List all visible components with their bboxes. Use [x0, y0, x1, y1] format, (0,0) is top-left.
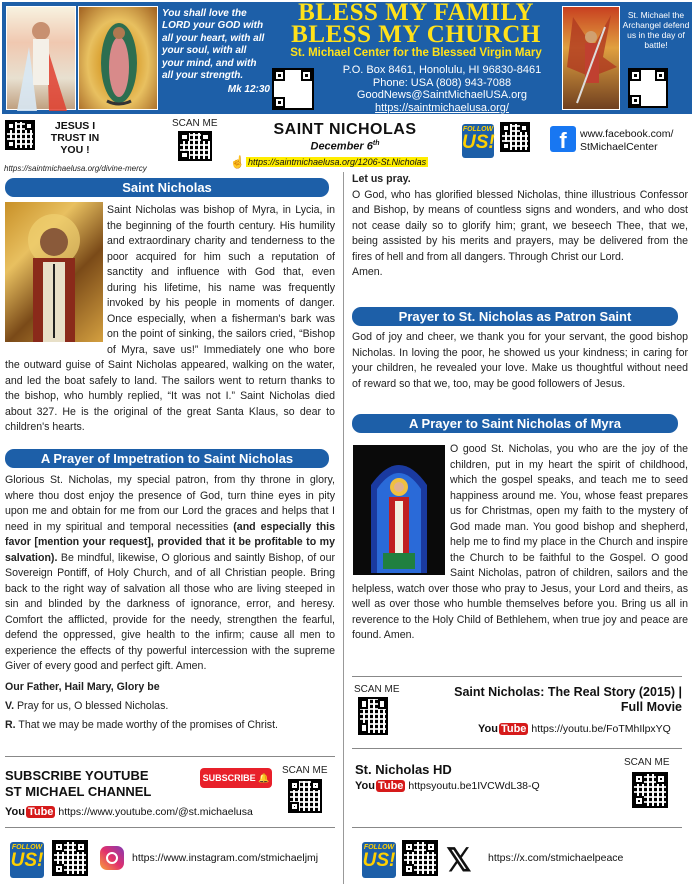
- subscribe-youtube-title: SUBSCRIBE YOUTUBE ST MICHAEL CHANNEL: [5, 768, 152, 799]
- michael-caption: St. Michael the Archangel defend us in the day of battle!: [622, 10, 690, 50]
- michael-qr-code[interactable]: [628, 68, 668, 108]
- divine-mercy-image: [6, 6, 76, 110]
- divider-line: [5, 756, 335, 757]
- facebook-qr-code[interactable]: [500, 122, 530, 152]
- impetration-prayer: Glorious St. Nicholas, my special patron, from thy throne in glory, where thou dost enjoy the presence of God, turn thine eyes in pity upon me and obtain for me from our Lord the graces and helps that I need in my spiritual and temporal necessities (and especially this favor [mention your request], provided that it be profitable to my salvation). Be mindful, likewise, O glorious and saintly Bishop, of our Sovereign Pontiff, of Holy Church, and of all Christian people. Bring back to the right way of salvation all those who are living steeped in sin and blinded by the darkness of ignorance, error, and heresy. Comfort the afflicted, provide for the needy, strengthen the fearful, defend the oppressed, give health to the infirm; cause all men to experience the effects of thy powerful intercession with the supreme Giver of every good and perfect gift. Amen. Our Father, Hail Mary, Glory be V. Pray for us, O blessed Nicholas. R. That we may be made worthy of the promises of Christ.: [5, 473, 335, 733]
- youtube-logo-icon: You Tube: [478, 723, 527, 736]
- scan-me-label: SCAN ME: [624, 757, 670, 768]
- movie-link[interactable]: You Tube https://youtu.be/FoTMhIlpxYQ: [478, 723, 671, 736]
- scan-me-label: SCAN ME: [354, 684, 400, 695]
- section-header-saint-nicholas: Saint Nicholas: [5, 178, 329, 197]
- x-logo-icon[interactable]: 𝕏: [446, 842, 472, 878]
- follow-us-badge: FOLLOW US!: [462, 124, 494, 158]
- patron-saint-prayer: God of joy and cheer, we thank you for your servant, the good bishop Nicholas. In loving the poor, he showed us your kindness; in caring for your children, he revealed your love. Make us thoughtful without need of reward so that we, too, may be good followers of Jesus.: [352, 331, 688, 390]
- section-header-patron-saint: Prayer to St. Nicholas as Patron Saint: [352, 307, 678, 326]
- divider-line: [352, 676, 682, 677]
- myra-prayer: O good St. Nicholas, you who are the joy of the children, put in my heart the spirit of childhood, which the gospel speaks, and teach me to seed happiness around me. You, whose feast prepares us for Christmas, open my faith to the mystery of God made man. You good bishop and shepherd, help me to find my place in the Church and inspire the Church to be faithful to the Gospel. O good Saint Nicholas, patron of children, sailors and the helpless, watch over those who pray to Jesus, your Lord and theirs, as well as over those who humble themselves before you. Bring us all in reverence to the Holy Child of Bethlehem, when true joy and peace are found. Amen.: [352, 443, 688, 641]
- scan-me-label: SCAN ME: [282, 765, 328, 776]
- pointer-hand-icon: ☝: [230, 155, 245, 169]
- facebook-icon[interactable]: f: [550, 126, 576, 152]
- hd-video-qr-code[interactable]: [632, 772, 668, 808]
- email-link[interactable]: GoodNews@SaintMichaelUSA.org: [356, 89, 528, 101]
- response: R. That we may be made worthy of the promises of Christ.: [5, 718, 278, 731]
- instagram-url[interactable]: https://www.instagram.com/stmichaeljmj: [132, 852, 319, 864]
- x-url[interactable]: https://x.com/stmichaelpeace: [488, 852, 624, 864]
- divine-mercy-qr-code[interactable]: [5, 120, 35, 150]
- page-url[interactable]: https://saintmichaelusa.org/1206-St.Nicholas: [248, 157, 427, 167]
- scan-me-label: SCAN ME: [172, 118, 218, 129]
- our-lady-guadalupe-image: [78, 6, 158, 110]
- let-us-pray-prayer: Let us pray. O God, who has glorified blessed Nicholas, thine illustrious Confessor and Bishop, by means of countless signs and wonders, and who dost not cease daily so to glorify him; grant, we beseech Thee, that we, being assisted by his merits and prayers, may be delivered from the fires of hell and from all dangers. Through Christ our Lord. Amen.: [352, 173, 688, 278]
- instagram-qr-code[interactable]: [52, 840, 88, 876]
- movie-title: Saint Nicholas: The Real Story (2015) | Full Movie: [454, 685, 682, 714]
- scripture-reference: Mk 12:30: [227, 84, 270, 96]
- divider-line: [5, 827, 335, 828]
- movie-qr-code[interactable]: [358, 697, 388, 735]
- youtube-logo-icon: You Tube: [355, 780, 404, 793]
- banner-title: BLESS MY FAMILY BLESS MY CHURCH: [291, 0, 541, 48]
- contact-qr-code[interactable]: [272, 68, 314, 110]
- our-father-line: Our Father, Hail Mary, Glory be: [5, 680, 160, 693]
- instagram-icon[interactable]: [100, 846, 124, 870]
- x-qr-code[interactable]: [402, 840, 438, 876]
- facebook-url[interactable]: www.facebook.com/ StMichaelCenter: [580, 128, 674, 153]
- hd-video-link[interactable]: You Tube httpsyoutu.be1IVCWdL38-Q: [355, 780, 540, 793]
- page-qr-code[interactable]: [178, 131, 212, 161]
- divider-line: [352, 827, 682, 828]
- header-banner: [2, 2, 692, 114]
- jesus-trust-text: JESUS I TRUST IN YOU !: [50, 120, 100, 156]
- divine-mercy-url[interactable]: https://saintmichaelusa.org/divine-mercy: [4, 164, 147, 173]
- website-link[interactable]: https://saintmichaelusa.org/: [375, 101, 509, 114]
- divider-line: [352, 748, 682, 749]
- subscribe-button[interactable]: SUBSCRIBE 🔔: [200, 768, 272, 788]
- contact-info: P.O. Box 8461, Honolulu, HI 96830-8461 Phone: USA (808) 943-7088 GoodNews@SaintMichaelUSA.org https://saintmichaelusa.org/: [322, 64, 562, 114]
- follow-us-badge: FOLLOW US!: [10, 842, 44, 878]
- section-header-impetration: A Prayer of Impetration to Saint Nicholas: [5, 449, 329, 468]
- column-divider: [343, 172, 344, 884]
- follow-us-badge: FOLLOW US!: [362, 842, 396, 878]
- section-header-myra: A Prayer to Saint Nicholas of Myra: [352, 414, 678, 433]
- saint-nicholas-biography: Saint Nicholas was bishop of Myra, in Lycia, in the beginning of the fourth century. His humility and extraordinary charity and tenderness to the poor acquired for him such a reputation of sanctity and influence with God that, even during his lifetime, his name was frequently invoked by his people in moments of danger. Once especially, when a fisherman's bark was on the point of sinking, the sailors cried, “Bishop of Myra, save us!” Immediately one who bore the outward guise of Saint Nicholas appeared, walking on the water, and led the boat safely to land. The sailors went to return thanks to the bishop, who humbly replied, “It was not I.” Saint Nicholas died about 327. He is the original of the great Santa Klaus, so dear to children's hearts.: [5, 204, 335, 433]
- banner-subtitle: St. Michael Center for the Blessed Virgin Mary: [290, 47, 542, 59]
- hd-video-title: St. Nicholas HD: [355, 762, 452, 777]
- page-title: SAINT NICHOLAS: [273, 121, 417, 138]
- youtube-channel-link[interactable]: You Tube https://www.youtube.com/@st.michaelusa: [5, 806, 253, 819]
- scripture-quote: You shall love the LORD your GOD with all your heart, with all your soul, with all your mind, and with all your strength. Mk 12:30: [162, 8, 270, 96]
- youtube-logo-icon: You Tube: [5, 806, 54, 819]
- st-michael-image: [562, 6, 620, 110]
- youtube-channel-qr-code[interactable]: [288, 779, 322, 813]
- feast-date: December 6th: [310, 140, 380, 153]
- versicle: V. Pray for us, O blessed Nicholas.: [5, 700, 169, 712]
